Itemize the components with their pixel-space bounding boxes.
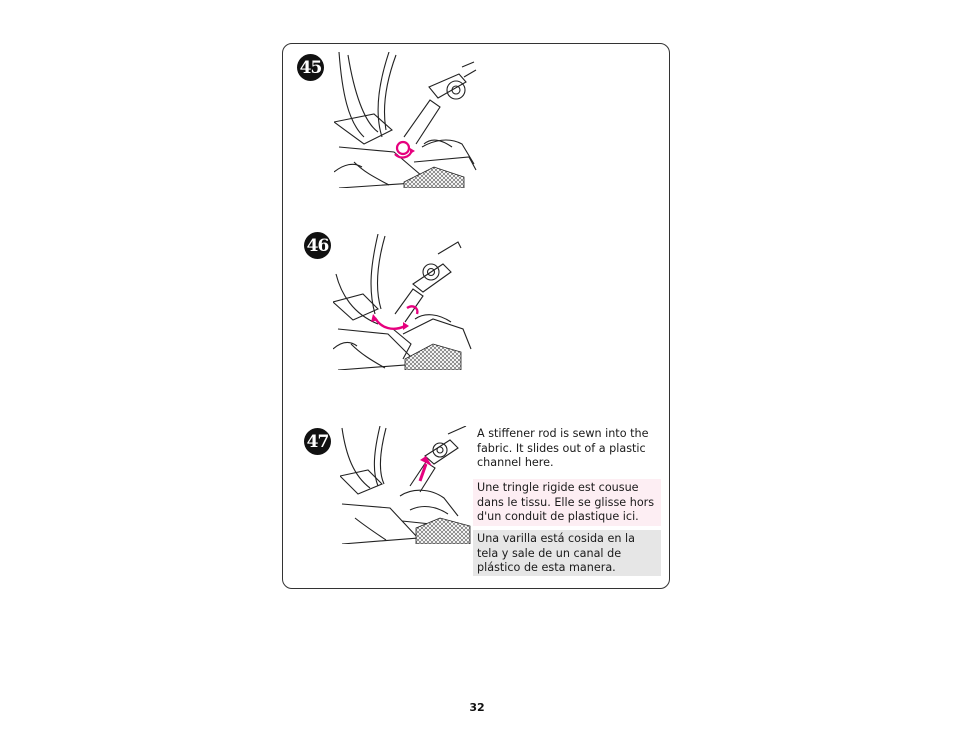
step-number-badge: 45 — [297, 54, 324, 81]
instruction-text-english: A stiffener rod is sewn into the fabric. It slides out of a plastic channel here. — [477, 427, 649, 469]
step-47-illustration — [340, 426, 474, 544]
step-number-badge: 46 — [304, 232, 331, 259]
instruction-text-spanish: Una varilla está cosida en la tela y sale de un canal de plástico de esta manera. — [473, 530, 661, 576]
step-46-illustration — [333, 234, 473, 370]
instruction-text-french: Une tringle rigide est cousue dans le tissu. Elle se glisse hors d'un conduit de plastique ici. — [473, 479, 661, 526]
step-number-badge: 47 — [304, 428, 331, 455]
step-45-illustration — [334, 52, 479, 188]
page-number: 32 — [469, 701, 485, 714]
